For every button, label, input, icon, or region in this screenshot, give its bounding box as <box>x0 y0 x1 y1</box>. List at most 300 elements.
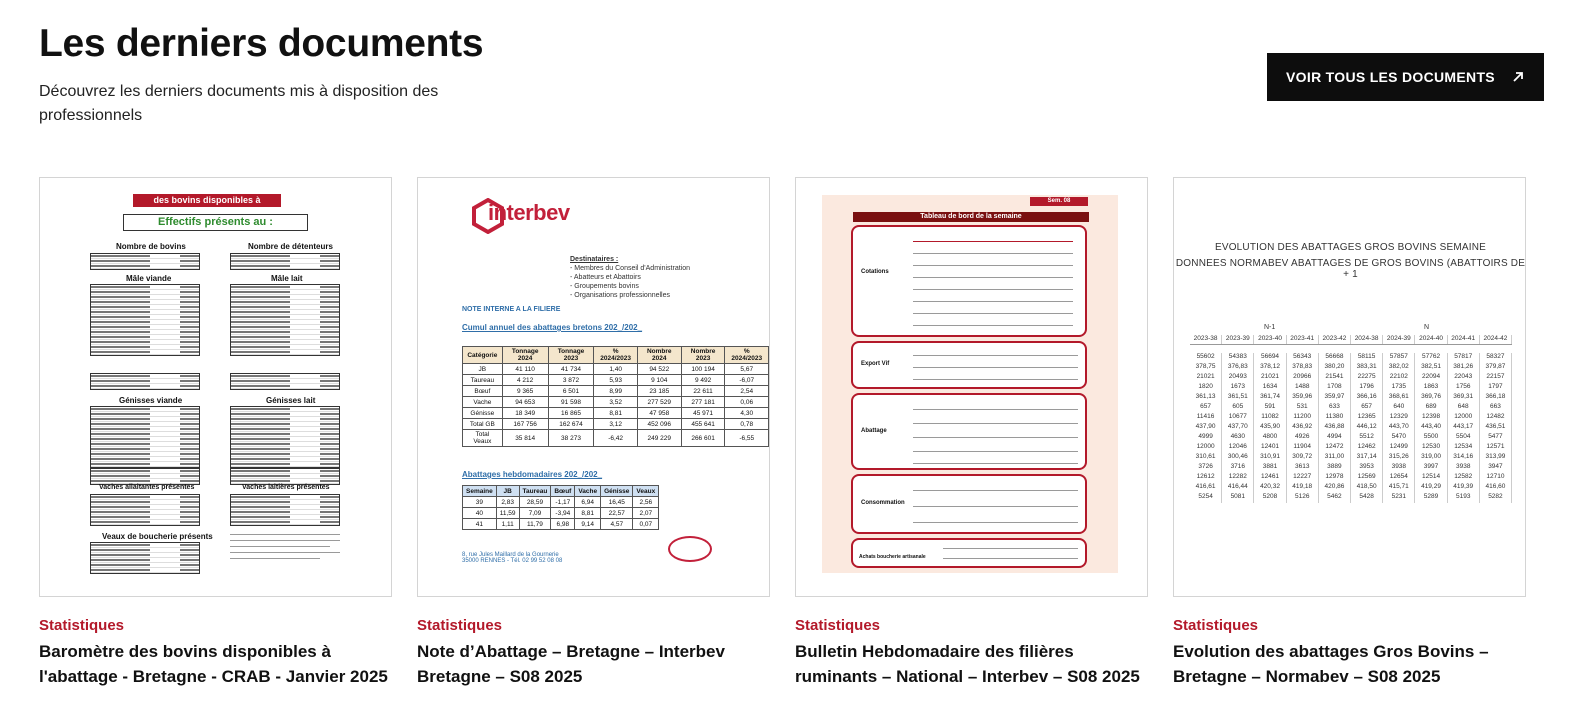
table-cell: Génisse <box>463 408 503 419</box>
table-cell: 22,57 <box>601 508 633 519</box>
table-cell: 689 <box>1415 403 1447 413</box>
table-cell: 0,78 <box>725 419 769 430</box>
table-cell: 5,67 <box>725 364 769 375</box>
table-cell: 2,56 <box>633 497 659 508</box>
table-cell: 12329 <box>1383 413 1415 423</box>
table-cell: 359,96 <box>1287 393 1319 403</box>
table-cell: 436,88 <box>1319 423 1351 433</box>
document-title[interactable]: Baromètre des bovins disponibles à l'abattage - Bretagne - CRAB - Janvier 2025 <box>39 642 388 686</box>
table-cell: 12000 <box>1448 413 1480 423</box>
table-cell: 415,71 <box>1383 483 1415 493</box>
table-header-cell: 2024-40 <box>1415 335 1447 344</box>
table-cell: Taureau <box>463 375 503 386</box>
table-cell: 12462 <box>1351 443 1383 453</box>
table-cell: 10677 <box>1222 413 1254 423</box>
table-cell: 4999 <box>1190 433 1222 443</box>
table-cell: 1634 <box>1254 383 1286 393</box>
table-header-cell: 2023-40 <box>1254 335 1286 344</box>
table-row <box>1190 493 1512 503</box>
table-cell: 633 <box>1319 403 1351 413</box>
table-cell: 22102 <box>1383 373 1415 383</box>
table-cell: 5504 <box>1448 433 1480 443</box>
table-cell: 4994 <box>1319 433 1351 443</box>
table-cell: 11082 <box>1254 413 1286 423</box>
table-cell: 21021 <box>1254 373 1286 383</box>
table-row <box>1190 463 1512 473</box>
table-cell: 266 601 <box>681 430 725 447</box>
document-card[interactable] <box>39 177 392 689</box>
table-cell: 3947 <box>1480 463 1512 473</box>
table-cell: 361,51 <box>1222 393 1254 403</box>
table-cell: 657 <box>1351 403 1383 413</box>
table-cell: 382,51 <box>1415 363 1447 373</box>
table-cell: 22043 <box>1448 373 1480 383</box>
table-header-cell: 2024-39 <box>1383 335 1415 344</box>
table-cell: 369,31 <box>1448 393 1480 403</box>
table-header-cell: Nombre 2023 <box>681 347 725 364</box>
table-header-cell: Veaux <box>633 486 659 497</box>
table-header-cell: % 2024/2023 <box>594 347 637 364</box>
table-cell: 3953 <box>1351 463 1383 473</box>
table-cell: 12000 <box>1190 443 1222 453</box>
table-header-cell: Tonnage 2023 <box>548 347 594 364</box>
table-cell: 369,76 <box>1415 393 1447 403</box>
table-cell: 3 872 <box>548 375 594 386</box>
table-cell: 55602 <box>1190 353 1222 363</box>
table-cell: 162 674 <box>548 419 594 430</box>
thumbnail-heading: Veaux de boucherie présents <box>102 532 213 541</box>
document-card[interactable] <box>795 177 1148 689</box>
table-cell: 1488 <box>1287 383 1319 393</box>
table-header-cell: 2024-41 <box>1448 335 1480 344</box>
table-header-cell: 2024-42 <box>1480 335 1512 344</box>
thumbnail-panel <box>851 474 1087 534</box>
table-cell: 379,87 <box>1480 363 1512 373</box>
thumbnail-heading: Génisses lait <box>266 396 316 405</box>
table-cell: 663 <box>1480 403 1512 413</box>
table-cell: 5512 <box>1351 433 1383 443</box>
table-header-cell: Nombre 2024 <box>637 347 681 364</box>
thumbnail-panel-label: Consommation <box>861 500 905 506</box>
table-cell: 1,11 <box>496 519 519 530</box>
table-cell: 39 <box>463 497 497 508</box>
table-cell: 41 110 <box>502 364 548 375</box>
table-cell: 12482 <box>1480 413 1512 423</box>
table-cell: 381,26 <box>1448 363 1480 373</box>
table-cell: 1863 <box>1415 383 1447 393</box>
table-cell: 9 104 <box>637 375 681 386</box>
thumbnail-heading: Nombre de détenteurs <box>248 242 333 251</box>
table-cell: -6,42 <box>594 430 637 447</box>
table-cell: 2,07 <box>633 508 659 519</box>
table-cell: 361,13 <box>1190 393 1222 403</box>
table-cell: 5428 <box>1351 493 1383 503</box>
table-header-cell: 2023-38 <box>1190 335 1222 344</box>
thumbnail-heading: Nombre de bovins <box>116 242 186 251</box>
thumbnail-panel-label: Achats boucherie artisanale <box>859 554 926 560</box>
table-cell: 657 <box>1190 403 1222 413</box>
table-cell: 1797 <box>1480 383 1512 393</box>
table-cell: 22 611 <box>681 386 725 397</box>
table-cell: 437,90 <box>1190 423 1222 433</box>
table-cell: -6,55 <box>725 430 769 447</box>
table-cell: 310,61 <box>1190 453 1222 463</box>
table-cell: -6,07 <box>725 375 769 386</box>
table-cell: 56694 <box>1254 353 1286 363</box>
table-cell: 35 814 <box>502 430 548 447</box>
table-cell: Vache <box>463 397 503 408</box>
table-cell: 5470 <box>1383 433 1415 443</box>
table-row <box>1190 373 1512 383</box>
thumbnail-panel <box>851 538 1087 568</box>
table-cell: 57857 <box>1383 353 1415 363</box>
table-cell: 167 756 <box>502 419 548 430</box>
thumbnail-banner: des bovins disponibles à l'abattage <box>133 194 281 207</box>
table-header-cell: % 2024/2023 <box>725 347 769 364</box>
document-thumbnail[interactable] <box>795 177 1148 597</box>
table-cell: 16 865 <box>548 408 594 419</box>
table-cell: 378,83 <box>1287 363 1319 373</box>
thumbnail-tag: Sem. 08 <box>1030 197 1088 206</box>
document-title[interactable]: Evolution des abattages Gros Bovins – Bretagne – Normabev – S08 2025 <box>1173 642 1489 686</box>
table-cell: 4800 <box>1254 433 1286 443</box>
table-cell: 11416 <box>1190 413 1222 423</box>
view-all-documents-button[interactable] <box>1267 53 1544 101</box>
table-cell: 437,70 <box>1222 423 1254 433</box>
table-row <box>1190 423 1512 433</box>
table-header-cell: Catégorie <box>463 347 503 364</box>
table-cell: 5,93 <box>594 375 637 386</box>
table-cell: 5462 <box>1319 493 1351 503</box>
table-cell: 12710 <box>1480 473 1512 483</box>
table-row <box>1190 353 1512 363</box>
table-cell: 0,07 <box>633 519 659 530</box>
thumbnail-heading: Vaches allaitantes présentes <box>99 484 195 491</box>
group-label: N <box>1424 324 1430 331</box>
table-cell: 310,91 <box>1254 453 1286 463</box>
table-cell: 416,44 <box>1222 483 1254 493</box>
table-cell: 277 181 <box>681 397 725 408</box>
table-cell: 1756 <box>1448 383 1480 393</box>
table-row <box>463 430 769 447</box>
table-cell: 6 501 <box>548 386 594 397</box>
table-cell: 309,72 <box>1287 453 1319 463</box>
table-cell: 58327 <box>1480 353 1512 363</box>
document-thumbnail[interactable] <box>39 177 392 597</box>
thumbnail-recipient: - Membres du Conseil d'Administration <box>570 265 690 272</box>
thumbnail-heading: Vaches laitières présentes <box>242 484 330 491</box>
table-cell: 382,02 <box>1383 363 1415 373</box>
table-cell: 94 653 <box>502 397 548 408</box>
table-cell: 531 <box>1287 403 1319 413</box>
arrow-up-right-icon <box>1511 70 1525 84</box>
table-cell: 1820 <box>1190 383 1222 393</box>
table-row <box>463 408 769 419</box>
table-cell: 22094 <box>1415 373 1447 383</box>
table-cell: 5282 <box>1480 493 1512 503</box>
table-cell: 376,83 <box>1222 363 1254 373</box>
table-cell: 5208 <box>1254 493 1286 503</box>
table-cell: 12046 <box>1222 443 1254 453</box>
table-cell: 443,40 <box>1415 423 1447 433</box>
table-cell: 455 641 <box>681 419 725 430</box>
table-cell: 22275 <box>1351 373 1383 383</box>
table-cell: 5193 <box>1448 493 1480 503</box>
table-cell: 3613 <box>1287 463 1319 473</box>
thumbnail-panel-label: Export Vif <box>861 361 890 367</box>
table-cell: 12571 <box>1480 443 1512 453</box>
table-cell: 1708 <box>1319 383 1351 393</box>
table-cell: 605 <box>1222 403 1254 413</box>
table-cell: 91 598 <box>548 397 594 408</box>
table-cell: 591 <box>1254 403 1286 413</box>
table-cell: 12534 <box>1448 443 1480 453</box>
table-row <box>1190 433 1512 443</box>
table-header-cell: Taureau <box>519 486 551 497</box>
table-cell: 361,74 <box>1254 393 1286 403</box>
table-cell: 1,40 <box>594 364 637 375</box>
table-cell: 6,94 <box>575 497 601 508</box>
table-cell: 11,79 <box>519 519 551 530</box>
thumbnail-heading: Génisses viande <box>119 396 183 405</box>
table-header-cell: Bœuf <box>551 486 575 497</box>
table-cell: 3889 <box>1319 463 1351 473</box>
stamp-logo-icon <box>668 536 712 562</box>
table-cell: 0,06 <box>725 397 769 408</box>
table-cell: Total Veaux <box>463 430 503 447</box>
table-cell: 12282 <box>1222 473 1254 483</box>
table-cell: 9,14 <box>575 519 601 530</box>
table-cell: 12398 <box>1415 413 1447 423</box>
table-cell: 436,51 <box>1480 423 1512 433</box>
table-cell: 12978 <box>1319 473 1351 483</box>
table-cell: 56343 <box>1287 353 1319 363</box>
document-title[interactable]: Note d’Abattage – Bretagne – Interbev Bretagne – S08 2025 <box>417 642 725 686</box>
table-cell: 452 096 <box>637 419 681 430</box>
table-row <box>463 508 659 519</box>
table-cell: 23 185 <box>637 386 681 397</box>
table-cell: 41 <box>463 519 497 530</box>
table-cell: 12365 <box>1351 413 1383 423</box>
table-header-cell: 2024-38 <box>1351 335 1383 344</box>
table-cell: JB <box>463 364 503 375</box>
table-cell: 12654 <box>1383 473 1415 483</box>
table-cell: 20493 <box>1222 373 1254 383</box>
table-row <box>463 519 659 530</box>
table-header-cell: 2023-41 <box>1287 335 1319 344</box>
thumbnail-panel <box>851 393 1087 470</box>
table-cell: 2,54 <box>725 386 769 397</box>
table-header-cell: Semaine <box>463 486 497 497</box>
thumbnail-line: DONNEES NORMABEV ABATTAGES DE GROS BOVINS (ABATTOIRS DE + 1 <box>1175 258 1526 280</box>
table-cell: 443,70 <box>1383 423 1415 433</box>
table-cell: 12499 <box>1383 443 1415 453</box>
table-cell: 3938 <box>1448 463 1480 473</box>
table-cell: 21541 <box>1319 373 1351 383</box>
table-cell: 100 194 <box>681 364 725 375</box>
table-cell: 8,81 <box>594 408 637 419</box>
thumbnail-section-title: Cumul annuel des abattages bretons 202_/202_ <box>462 323 643 332</box>
table-cell: 11380 <box>1319 413 1351 423</box>
table-cell: 6,98 <box>551 519 575 530</box>
table-cell: 38 273 <box>548 430 594 447</box>
table-cell: 315,26 <box>1383 453 1415 463</box>
table-cell: 648 <box>1448 403 1480 413</box>
table-cell: 11,59 <box>496 508 519 519</box>
table-cell: 45 971 <box>681 408 725 419</box>
table-cell: 7,09 <box>519 508 551 519</box>
thumbnail-recipient: - Organisations professionnelles <box>570 292 670 299</box>
table-row <box>463 419 769 430</box>
table-cell: 1735 <box>1383 383 1415 393</box>
table-cell: 2,83 <box>496 497 519 508</box>
table-cell: 366,16 <box>1351 393 1383 403</box>
table-cell: 378,75 <box>1190 363 1222 373</box>
thumbnail-header: Tableau de bord de la semaine <box>853 212 1089 222</box>
table-cell: 419,39 <box>1448 483 1480 493</box>
table-header-cell: Vache <box>575 486 601 497</box>
table-cell: 3938 <box>1383 463 1415 473</box>
table-cell: 47 958 <box>637 408 681 419</box>
table-cell: 640 <box>1383 403 1415 413</box>
document-card[interactable] <box>417 177 770 689</box>
table-header-cell: JB <box>496 486 519 497</box>
table-cell: 4 212 <box>502 375 548 386</box>
table-header-cell: 2023-42 <box>1319 335 1351 344</box>
thumbnail-panel-label: Abattage <box>861 428 887 434</box>
thumbnail-section-title: Abattages hebdomadaires 202_/202_ <box>462 470 603 479</box>
table-cell: -3,94 <box>551 508 575 519</box>
table-cell: 56668 <box>1319 353 1351 363</box>
table-cell: 16,45 <box>601 497 633 508</box>
table-cell: 21021 <box>1190 373 1222 383</box>
table-cell: 12227 <box>1287 473 1319 483</box>
table-row <box>1190 453 1512 463</box>
table-cell: 3726 <box>1190 463 1222 473</box>
thumbnail-table <box>462 346 769 447</box>
table-cell: 319,00 <box>1415 453 1447 463</box>
thumbnail-panel <box>851 225 1087 337</box>
table-cell: 8,99 <box>594 386 637 397</box>
table-cell: 12514 <box>1415 473 1447 483</box>
table-cell: 41 734 <box>548 364 594 375</box>
table-cell: 419,29 <box>1415 483 1447 493</box>
thumbnail-brand: interbev <box>488 200 570 225</box>
document-category: Statistiques <box>39 617 125 634</box>
thumbnail-address: 8, rue Jules Maillard de la Gournerie 35000 RENNES - Tél. 02 99 52 08 08 <box>462 552 563 564</box>
table-cell: 277 529 <box>637 397 681 408</box>
table-header-cell: Tonnage 2024 <box>502 347 548 364</box>
document-thumbnail[interactable] <box>417 177 770 597</box>
table-cell: 28,59 <box>519 497 551 508</box>
table-cell: 11200 <box>1287 413 1319 423</box>
table-cell: 317,14 <box>1351 453 1383 463</box>
table-cell: 419,18 <box>1287 483 1319 493</box>
thumbnail-recipient: - Groupements bovins <box>570 283 639 290</box>
document-category: Statistiques <box>795 617 881 634</box>
table-cell: 12472 <box>1319 443 1351 453</box>
table-row <box>1190 403 1512 413</box>
table-cell: 366,18 <box>1480 393 1512 403</box>
table-cell: 8,81 <box>575 508 601 519</box>
table-cell: 416,61 <box>1190 483 1222 493</box>
table-row <box>463 364 769 375</box>
table-row <box>1190 383 1512 393</box>
table-cell: 12582 <box>1448 473 1480 483</box>
thumbnail-line: EVOLUTION DES ABATTAGES GROS BOVINS SEMAINE <box>1214 242 1487 253</box>
table-cell: 9 365 <box>502 386 548 397</box>
thumbnail-table <box>462 485 659 530</box>
table-cell: Bœuf <box>463 386 503 397</box>
table-cell: 418,50 <box>1351 483 1383 493</box>
thumbnail-recipients-title: Destinataires : <box>570 256 619 263</box>
table-cell: 57817 <box>1448 353 1480 363</box>
table-cell: 3,52 <box>594 397 637 408</box>
table-cell: 9 492 <box>681 375 725 386</box>
table-cell: 58115 <box>1351 353 1383 363</box>
table-row <box>463 397 769 408</box>
document-thumbnail[interactable] <box>1173 177 1526 597</box>
table-cell: 20966 <box>1287 373 1319 383</box>
table-cell: 435,90 <box>1254 423 1286 433</box>
page-subtitle: Découvrez les derniers documents mis à disposition des professionnels <box>39 83 439 124</box>
document-card[interactable] <box>1173 177 1526 689</box>
table-cell: 5500 <box>1415 433 1447 443</box>
document-category: Statistiques <box>1173 617 1259 634</box>
table-cell: 4,57 <box>601 519 633 530</box>
table-cell: 5477 <box>1480 433 1512 443</box>
table-cell: 5081 <box>1222 493 1254 503</box>
table-cell: 12612 <box>1190 473 1222 483</box>
table-cell: 4926 <box>1287 433 1319 443</box>
thumbnail-heading: Mâle viande <box>126 274 172 283</box>
document-category: Statistiques <box>417 617 503 634</box>
thumbnail-panel-label: Cotations <box>861 269 889 275</box>
view-all-documents-label: VOIR TOUS LES DOCUMENTS <box>1286 69 1495 85</box>
table-cell: 5231 <box>1383 493 1415 503</box>
table-cell: 5254 <box>1190 493 1222 503</box>
table-cell: 18 349 <box>502 408 548 419</box>
table-cell: 12401 <box>1254 443 1286 453</box>
thumbnail-recipient: - Abatteurs et Abattoirs <box>570 274 641 281</box>
thumbnail-note: NOTE INTERNE A LA FILIERE <box>462 306 561 313</box>
table-cell: 1796 <box>1351 383 1383 393</box>
table-cell: 5289 <box>1415 493 1447 503</box>
table-cell: 300,46 <box>1222 453 1254 463</box>
table-cell: Total GB <box>463 419 503 430</box>
table-cell: 57762 <box>1415 353 1447 363</box>
table-cell: 436,92 <box>1287 423 1319 433</box>
table-cell: 3881 <box>1254 463 1286 473</box>
table-row <box>1190 473 1512 483</box>
table-cell: 22157 <box>1480 373 1512 383</box>
thumbnail-heading: Mâle lait <box>271 274 303 283</box>
table-header-cell: Génisse <box>601 486 633 497</box>
page-title: Les derniers documents <box>39 22 484 65</box>
document-title[interactable]: Bulletin Hebdomadaire des filières ruminants – National – Interbev – S08 2025 <box>795 642 1140 686</box>
table-cell: 5126 <box>1287 493 1319 503</box>
table-cell: 380,20 <box>1319 363 1351 373</box>
table-row <box>1190 483 1512 493</box>
table-cell: 3997 <box>1415 463 1447 473</box>
table-cell: 383,31 <box>1351 363 1383 373</box>
table-row <box>463 375 769 386</box>
table-cell: 378,12 <box>1254 363 1286 373</box>
table-cell: 3,12 <box>594 419 637 430</box>
thumbnail-table <box>1190 335 1512 503</box>
table-row <box>463 497 659 508</box>
table-cell: 94 522 <box>637 364 681 375</box>
